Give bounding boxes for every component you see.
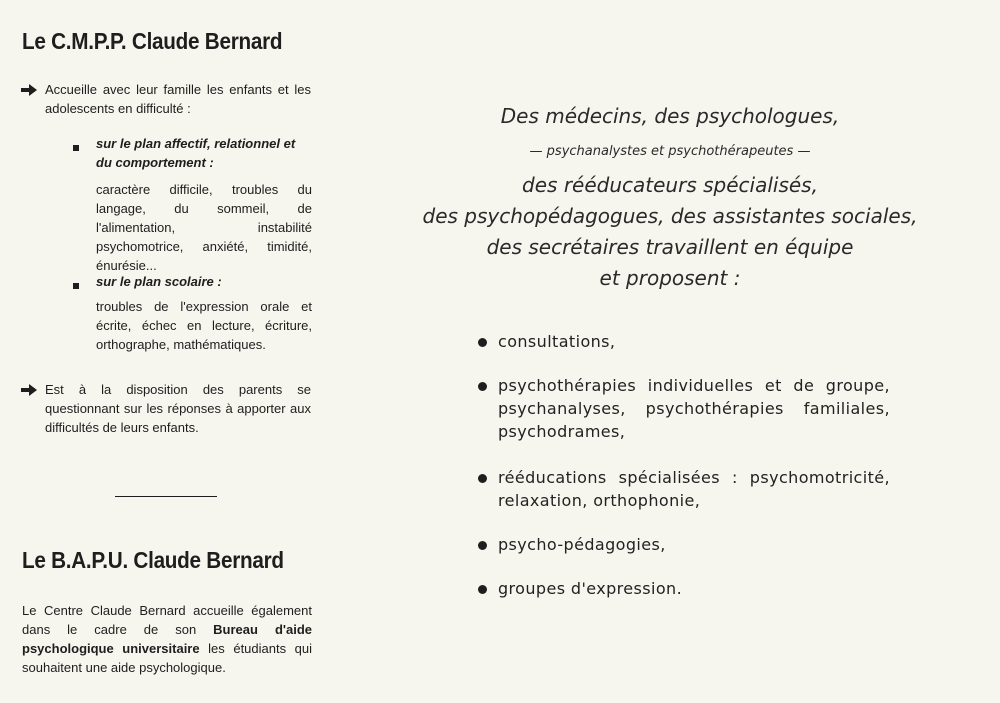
bapu-text-bold: Bureau d'aide psychologique universitaire [22,622,312,656]
offer-item: consultations, [498,332,616,351]
square-bullet-icon [73,145,79,151]
round-bullet-icon [478,585,487,594]
team-line-propose: et proposent : [599,266,741,290]
team-line-psychopedagogues: des psychopédagogues, des assistantes sociales, [422,204,918,228]
arrow-right-icon [21,384,37,396]
cmpp-bullet-welcome: Accueille avec leur famille les enfants et les adolescents en difficulté : [45,82,311,116]
bapu-text-start: Le Centre Claude Bernard accueille également dans le cadre de son [22,603,312,637]
cmpp-sub-affective-text: caractère difficile, troubles du langage, du sommeil, de l'alimentation, instabilité psychomotrice, anxiété, timidité, énurésie... [96,182,312,273]
cmpp-title: Le C.M.P.P. Claude Bernard [22,28,283,54]
arrow-right-icon [21,84,37,96]
bapu-text-end: les étudiants qui souhaitent une aide psychologique. [22,641,312,675]
round-bullet-icon [478,382,487,391]
cmpp-sub-affective-title: sur le plan affectif, relationnel et du comportement : [96,136,296,170]
team-line-psychoanalysts: — psychanalystes et psychothérapeutes — [529,144,811,159]
offer-item: rééducations spécialisées : psychomotricité, relaxation, orthophonie, [498,468,890,510]
round-bullet-icon [478,338,487,347]
right-column [380,0,1000,703]
cmpp-bullet-parents: Est à la disposition des parents se questionnant sur les réponses à apporter aux difficultés de leurs enfants. [45,382,311,435]
round-bullet-icon [478,541,487,550]
section-divider [115,496,217,497]
offer-item: groupes d'expression. [498,579,683,598]
team-line-secretaries: des secrétaires travaillent en équipe [486,235,854,259]
left-column [0,0,340,703]
square-bullet-icon [73,283,79,289]
team-line-doctors: Des médecins, des psychologues, [500,104,840,128]
round-bullet-icon [478,474,487,483]
cmpp-sub-school-text: troubles de l'expression orale et écrite, échec en lecture, écriture, orthographe, mathématiques. [96,299,312,352]
bapu-title: Le B.A.P.U. Claude Bernard [22,547,284,573]
team-line-reeducators: des rééducateurs spécialisés, [522,173,818,197]
cmpp-sub-school-title: sur le plan scolaire : [96,274,222,289]
bapu-description [22,601,312,677]
offer-item: psychothérapies individuelles et de groupe, psychanalyses, psychothérapies familiales, psychodrames, [498,376,890,441]
offer-item: psycho-pédagogies, [498,535,666,554]
